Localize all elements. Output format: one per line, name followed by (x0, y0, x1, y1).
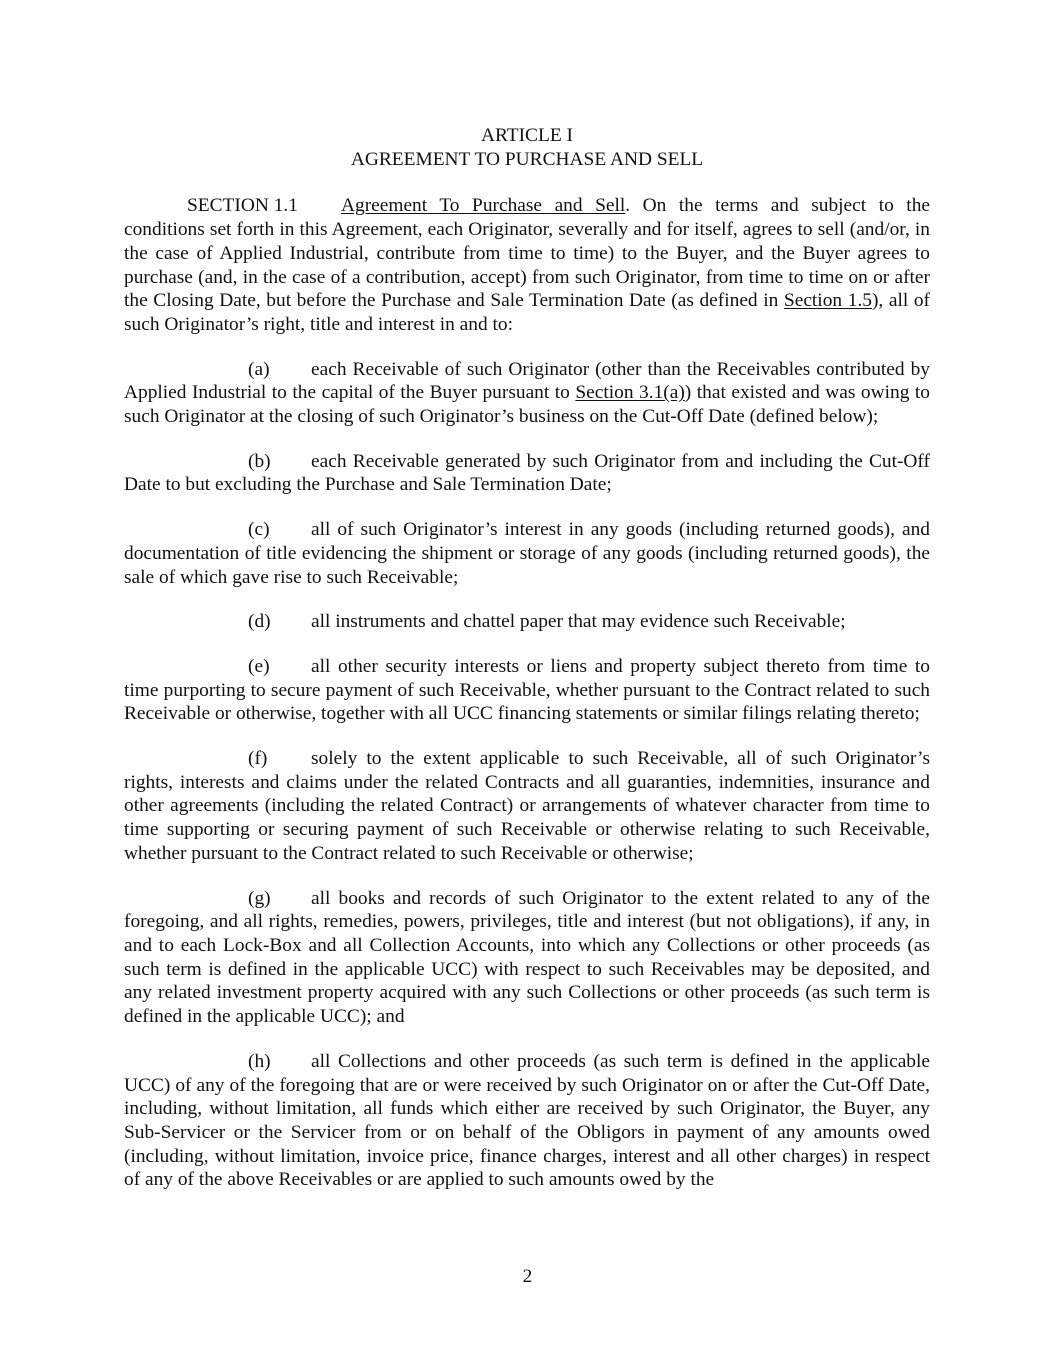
item-label-e: (e) (248, 655, 270, 677)
item-h-text: all Collections and other proceeds (as such term is defined in the applicable UCC) of any of the foregoing that are or were received by such Originator on or after the Cut-Off Date, including, without limitation, all funds which either are received by such Originator, the Buyer, any Sub-Servicer or the Servicer from or on behalf of the Obligors in payment of any amounts owed (including, without limitation, invoice price, finance charges, interest and all other charges) in respect of any of the above Receivables or are applied to such amounts owed by the (124, 1050, 930, 1191)
item-d-text: all instruments and chattel paper that may evidence such Receivable; (311, 611, 846, 633)
item-a-reference: Section 3.1(a) (575, 382, 685, 404)
list-item-e (124, 655, 930, 726)
section-text-part1: . On the terms and subject to the conditions set forth in this Agreement, each Originator, severally and for itself, agrees to sell (and/or, in the case of Applied Industrial, contribute from time to time) to the Buyer, and the Buyer agrees to purchase (and, in the case of a contribution, accept) from such Originator, from time to time on or after the Closing Date, but before the Purchase and Sale Termination Date (as defined in (124, 195, 930, 312)
item-label-g: (g) (248, 887, 271, 909)
item-a-text-part2: ) that existed and was owing to such Originator at the closing of such Originator’s business on the Cut-Off Date (defined below); (124, 382, 930, 428)
document-page (124, 124, 930, 1213)
item-label-d: (d) (248, 611, 271, 633)
list-item-d (124, 610, 930, 634)
item-e-text: all other security interests or liens and property subject thereto from time to time purporting to secure payment of such Receivable, whether pursuant to the Contract related to such Receivable or otherwise, together with all UCC financing statements or similar filings relating thereto; (124, 655, 930, 725)
list-item-h (124, 1050, 930, 1192)
list-item-g (124, 887, 930, 1029)
section-reference-link: Section 1.5 (783, 290, 872, 312)
item-f-text: solely to the extent applicable to such Receivable, all of such Originator’s rights, interests and claims under the related Contracts and all guaranties, indemnities, insurance and other agreements (including the related Contract) or arrangements of whatever character from time to time supporting or securing payment of such Receivable or otherwise relating to such Receivable, whether pursuant to the Contract related to such Receivable or otherwise; (124, 748, 930, 864)
article-title: AGREEMENT TO PURCHASE AND SELL (350, 148, 704, 170)
section-number: SECTION 1.1 (187, 195, 298, 217)
article-number: ARTICLE I (480, 125, 573, 146)
item-label-b: (b) (248, 450, 271, 472)
page-number: 2 (522, 1266, 533, 1287)
item-a-text-part1: each Receivable of such Originator (other than the Receivables contributed by Applied Industrial to the capital of the Buyer pursuant to (124, 358, 930, 404)
list-item-b (124, 450, 930, 497)
item-label-c: (c) (248, 519, 270, 541)
item-label-f: (f) (248, 748, 268, 770)
item-b-text: each Receivable generated by such Originator from and including the Cut-Off Date to but excluding the Purchase and Sale Termination Date; (124, 450, 930, 496)
list-item-a (124, 358, 930, 429)
section-heading: Agreement To Purchase and Sell (341, 195, 626, 217)
item-label-a: (a) (248, 358, 270, 380)
item-c-text: all of such Originator’s interest in any goods (including returned goods), and documentation of title evidencing the shipment or storage of any goods (including returned goods), the sale of which gave rise to such Receivable; (124, 519, 930, 588)
item-label-h: (h) (248, 1050, 271, 1072)
list-item-c (124, 518, 930, 589)
section-1-1-paragraph (124, 194, 930, 336)
list-item-f (124, 747, 930, 866)
section-text-part2: ), all of such Originator’s right, title and interest in and to: (124, 290, 930, 335)
item-g-text: all books and records of such Originator to the extent related to any of the foregoing, and all rights, remedies, powers, privileges, title and interest (but not obligations), if any, in and to each Lock-Box and all Collection Accounts, into which any Collections or other proceeds (as such term is defined in the applicable UCC) with respect to such Receivables may be deposited, and any related investment property acquired with any such Collections or other proceeds (as such term is defined in the applicable UCC); and (124, 887, 930, 1028)
